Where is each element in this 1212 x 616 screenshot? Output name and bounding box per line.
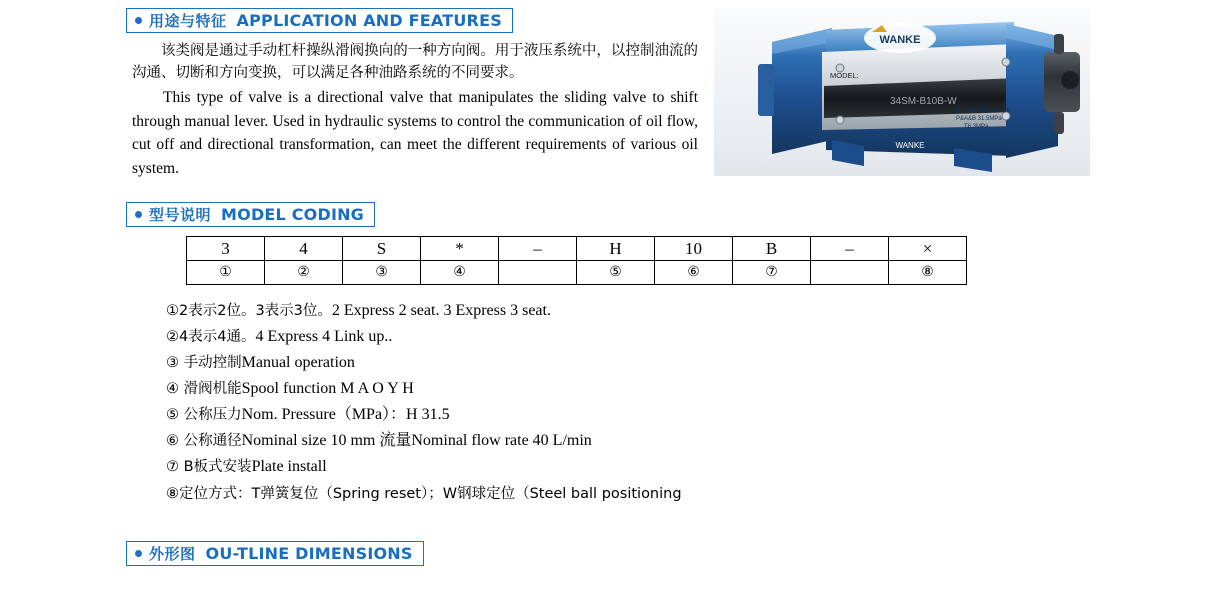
code-cell: – [811, 237, 889, 261]
model-coding-table [186, 236, 967, 285]
note-cn: B板式安装 [179, 459, 252, 476]
table-row-codes [187, 237, 967, 261]
svg-text:P&A&B 31.5MPa: P&A&B 31.5MPa [956, 116, 1002, 122]
note-cn: 定位方式：T弹簧复位（Spring reset）；W钢球定位（Steel ball positioning [179, 485, 682, 502]
index-cell: ④ [421, 261, 499, 285]
note-index: ③ [166, 355, 179, 372]
note-cn: 4表示4通。 [179, 329, 256, 346]
index-cell: ⑥ [655, 261, 733, 285]
application-paragraph-en: This type of valve is a directional valve that manipulates the sliding valve to shift through manual lever. Used in hydraulic systems to control the communication of oil flow, cut off and directional transformation, can meet the different requirements of various oil system. [132, 89, 698, 177]
note-en: Spool function M A O Y H [241, 380, 414, 398]
code-cell: 3 [187, 237, 265, 261]
section-title-cn: 用途与特征 [149, 12, 227, 30]
svg-text:WANKE: WANKE [895, 141, 925, 150]
bullet-icon [135, 550, 142, 557]
note-cn: 滑阀机能 [179, 381, 242, 398]
note-en: Plate install [251, 458, 327, 476]
index-cell: ⑧ [889, 261, 967, 285]
section-header-model-coding [126, 202, 375, 227]
note-cn: 公称通径 [179, 433, 242, 450]
note-index: ⑤ [166, 407, 179, 424]
svg-text:WANKE: WANKE [879, 34, 921, 46]
valve-illustration [714, 8, 1090, 176]
application-paragraph-cn: 该类阀是通过手动杠杆操纵滑阀换向的一种方向阀。用于液压系统中，以控制油流的沟通、切断和方向变换，可以满足各种油路系统的不同要求。 [132, 43, 698, 82]
code-cell: * [421, 237, 499, 261]
code-cell: 10 [655, 237, 733, 261]
list-item [166, 376, 1006, 402]
note-en: Nominal size 10 mm 流量Nominal flow rate 40 L/min [241, 432, 592, 450]
table-row-indices [187, 261, 967, 285]
code-cell: B [733, 237, 811, 261]
index-cell: ② [265, 261, 343, 285]
note-index: ④ [166, 381, 179, 398]
application-text-block [132, 40, 698, 180]
bullet-icon [135, 17, 142, 24]
note-cn: 2表示2位。3表示3位。 [179, 303, 332, 319]
list-item [166, 298, 1006, 324]
index-cell: ⑤ [577, 261, 655, 285]
section-title-en: OU-TLINE DIMENSIONS [205, 544, 413, 563]
list-item [166, 402, 1006, 428]
section-title-cn: 型号说明 [149, 206, 212, 224]
index-cell [811, 261, 889, 285]
svg-text:34SM-B10B-W: 34SM-B10B-W [890, 96, 957, 107]
note-index: ⑥ [166, 433, 179, 450]
code-cell: H [577, 237, 655, 261]
index-cell: ① [187, 261, 265, 285]
note-en: 4 Express 4 Link up.. [255, 328, 393, 346]
svg-text:MODEL:: MODEL: [830, 71, 859, 80]
note-index: ② [166, 329, 179, 346]
note-en: Nom. Pressure（MPa）：H 31.5 [241, 406, 450, 424]
index-cell: ③ [343, 261, 421, 285]
note-en: 2 Express 2 seat. 3 Express 3 seat. [331, 302, 551, 319]
code-cell: × [889, 237, 967, 261]
svg-text:T6.3MPa: T6.3MPa [964, 124, 989, 130]
list-item [166, 481, 1006, 507]
list-item [166, 454, 1006, 480]
list-item [166, 350, 1006, 376]
code-cell: S [343, 237, 421, 261]
list-item [166, 428, 1006, 454]
note-index: ① [166, 303, 179, 319]
code-cell: – [499, 237, 577, 261]
section-header-application [126, 8, 513, 33]
note-en: Manual operation [241, 354, 355, 372]
section-title-en: MODEL CODING [221, 205, 365, 224]
index-cell [499, 261, 577, 285]
list-item [166, 324, 1006, 350]
svg-text:HYDRAULIC HUAIAN: HYDRAULIC HUAIAN [875, 155, 945, 162]
note-cn: 公称压力 [179, 407, 242, 424]
section-header-outline-dimensions [126, 541, 424, 566]
svg-text:RATED PRESSURE: RATED PRESSURE [956, 108, 1011, 114]
bullet-icon [135, 211, 142, 218]
section-title-en: APPLICATION AND FEATURES [236, 11, 502, 30]
coding-notes-list [166, 298, 1006, 507]
note-index: ⑦ [166, 459, 179, 476]
index-cell: ⑦ [733, 261, 811, 285]
product-photo [714, 8, 1090, 176]
code-cell: 4 [265, 237, 343, 261]
note-index: ⑧ [166, 485, 179, 502]
note-cn: 手动控制 [179, 355, 242, 372]
section-title-cn: 外形图 [149, 545, 196, 563]
